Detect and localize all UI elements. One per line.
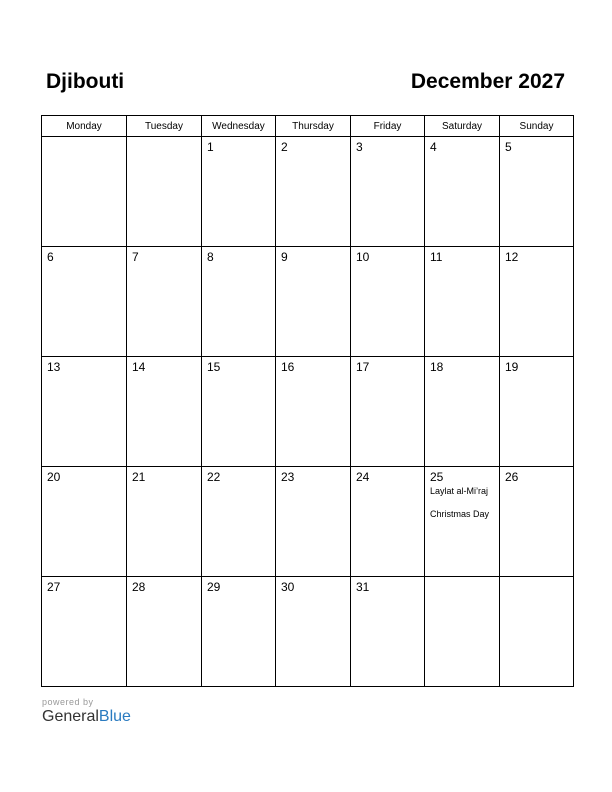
day-number: 10 [356, 250, 370, 264]
day-number: 12 [505, 250, 519, 264]
week-row [42, 357, 574, 467]
day-cell [202, 137, 276, 247]
weekday-header: Saturday [425, 116, 500, 137]
footer-branding [42, 697, 131, 727]
day-number: 29 [207, 580, 221, 594]
day-number [500, 577, 573, 580]
day-number: 3 [356, 140, 363, 154]
day-cell [127, 467, 202, 577]
day-cell [276, 577, 351, 687]
day-cell [127, 137, 202, 247]
day-number: 16 [281, 360, 295, 374]
day-number: 8 [207, 250, 214, 264]
day-number: 18 [430, 360, 444, 374]
day-number: 5 [505, 140, 512, 154]
day-number: 7 [132, 250, 139, 264]
brand-logo[interactable] [42, 707, 131, 727]
day-cell [127, 357, 202, 467]
day-number: 6 [47, 250, 54, 264]
day-number: 28 [132, 580, 146, 594]
day-number [127, 137, 201, 140]
day-cell [425, 577, 500, 687]
day-cell [202, 247, 276, 357]
day-number: 30 [281, 580, 295, 594]
day-cell [42, 137, 127, 247]
powered-by-label: powered by [42, 697, 94, 707]
day-number: 4 [430, 140, 437, 154]
day-number [42, 137, 126, 140]
day-number: 14 [132, 360, 146, 374]
day-cell [276, 137, 351, 247]
day-number: 15 [207, 360, 221, 374]
day-cell [351, 467, 425, 577]
day-cell [276, 467, 351, 577]
day-number: 31 [356, 580, 370, 594]
day-cell [127, 247, 202, 357]
day-number: 1 [207, 140, 214, 154]
day-number: 23 [281, 470, 295, 484]
weekday-header: Thursday [276, 116, 351, 137]
day-number: 24 [356, 470, 370, 484]
country-title: Djibouti [46, 70, 125, 93]
calendar-grid [41, 115, 574, 687]
weekday-header: Friday [351, 116, 425, 137]
day-cell [127, 577, 202, 687]
week-row [42, 467, 574, 577]
brand-general-text: General [42, 708, 99, 725]
day-cell [202, 357, 276, 467]
day-cell [425, 247, 500, 357]
day-cell [351, 247, 425, 357]
day-cell [500, 577, 574, 687]
day-cell [42, 357, 127, 467]
day-number: 9 [281, 250, 288, 264]
day-number: 22 [207, 470, 221, 484]
day-cell [42, 247, 127, 357]
day-cell [425, 467, 500, 577]
day-number: 25 [430, 470, 444, 484]
day-cell [500, 137, 574, 247]
day-cell [500, 357, 574, 467]
day-number: 19 [505, 360, 519, 374]
holiday-list [425, 484, 499, 520]
day-cell [351, 137, 425, 247]
weekday-header: Monday [42, 116, 127, 137]
holiday-label: Christmas Day [430, 509, 490, 519]
weekday-header: Wednesday [202, 116, 276, 137]
day-cell [42, 467, 127, 577]
day-cell [425, 357, 500, 467]
holiday-label: Laylat al-Mi’raj [430, 486, 489, 496]
day-number: 27 [47, 580, 61, 594]
day-cell [500, 467, 574, 577]
weekday-header: Sunday [500, 116, 574, 137]
brand-blue-text: Blue [98, 708, 131, 725]
day-cell [202, 577, 276, 687]
day-number: 17 [356, 360, 370, 374]
week-row [42, 137, 574, 247]
day-cell [425, 137, 500, 247]
day-cell [276, 247, 351, 357]
day-number: 21 [132, 470, 146, 484]
day-number: 13 [47, 360, 61, 374]
day-number: 2 [281, 140, 288, 154]
day-cell [500, 247, 574, 357]
weekday-header: Tuesday [127, 116, 202, 137]
day-number: 20 [47, 470, 61, 484]
day-cell [351, 577, 425, 687]
day-cell [276, 357, 351, 467]
day-cell [202, 467, 276, 577]
weekday-header-row [42, 116, 574, 137]
day-cell [351, 357, 425, 467]
day-cell [42, 577, 127, 687]
day-number: 11 [430, 250, 443, 264]
month-title: December 2027 [410, 70, 565, 93]
day-number [425, 577, 499, 580]
week-row [42, 577, 574, 687]
day-number: 26 [505, 470, 519, 484]
week-row [42, 247, 574, 357]
